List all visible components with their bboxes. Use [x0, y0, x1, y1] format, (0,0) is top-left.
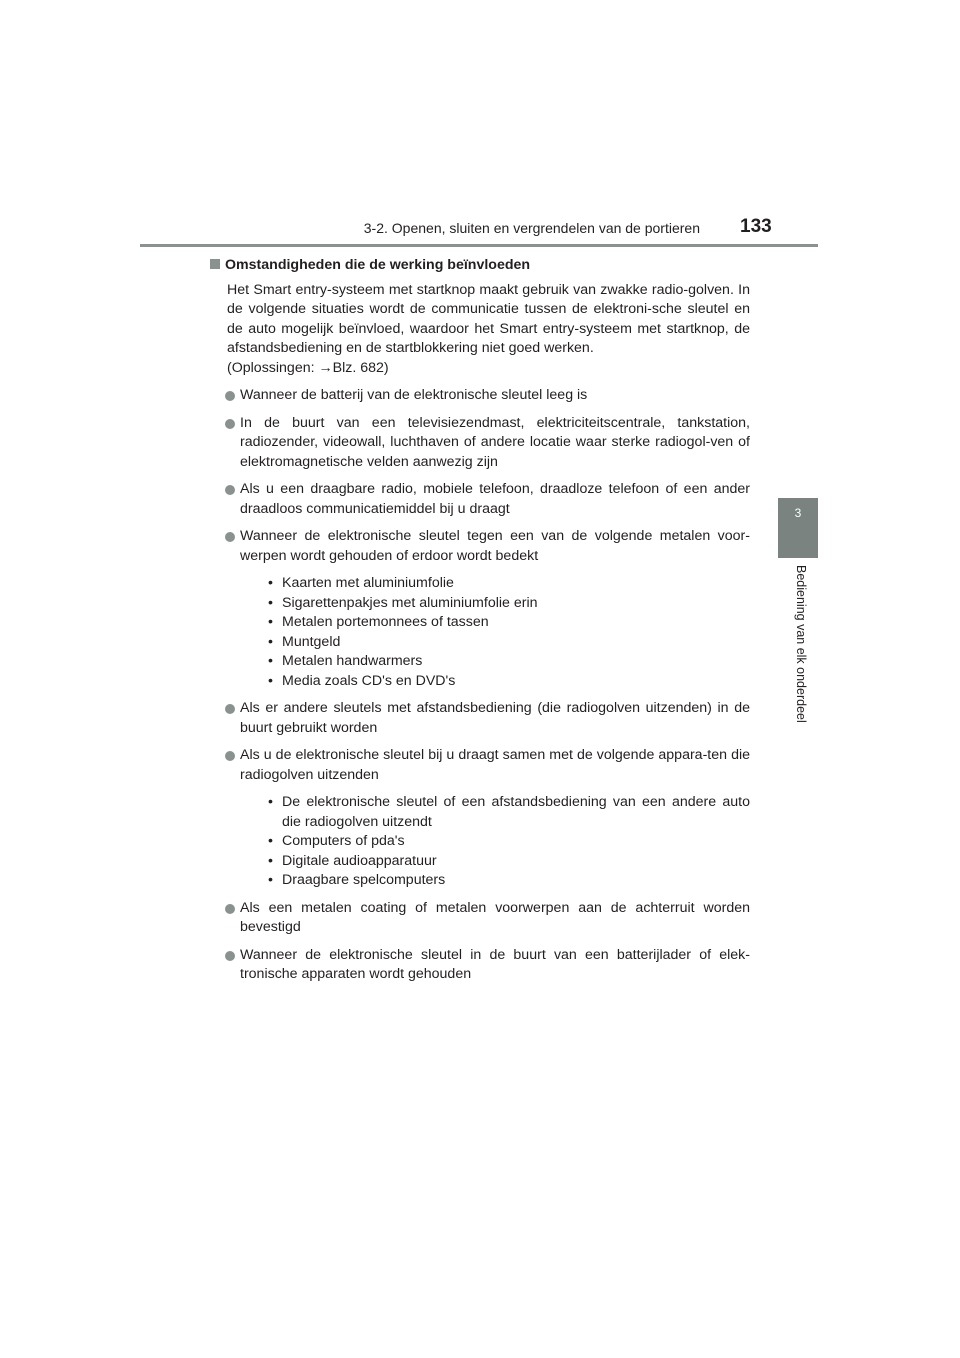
list-item-text: Wanneer de elektronische sleutel in de buurt van een batterijlader of elek-tronische apparaten wordt gehouden	[240, 946, 750, 982]
list-item	[210, 899, 750, 938]
header-rule	[140, 244, 818, 247]
chapter-tab	[778, 498, 818, 558]
list-item-body	[240, 946, 750, 985]
list-item-text: Als u een draagbare radio, mobiele telefoon, draadloze telefoon of een ander draadloos communicatiemiddel bij u draagt	[240, 481, 750, 517]
list-item-body	[240, 746, 750, 891]
list-item-body	[240, 386, 750, 406]
circle-bullet-icon	[225, 704, 235, 714]
section-heading	[210, 256, 750, 276]
sub-list-item-text: Muntgeld	[282, 633, 341, 650]
circle-bullet-icon	[225, 904, 235, 914]
list-item	[210, 746, 750, 891]
dot-bullet-icon: •	[268, 653, 273, 669]
sub-list-item	[268, 852, 750, 872]
sub-list-item	[268, 832, 750, 852]
dot-bullet-icon: •	[268, 833, 273, 849]
dot-bullet-icon: •	[268, 872, 273, 888]
list-item	[210, 699, 750, 738]
dot-bullet-icon: •	[268, 614, 273, 630]
list-item-text: Wanneer de elektronische sleutel tegen een van de volgende metalen voor-werpen wordt gehouden of erdoor wordt bedekt	[240, 528, 750, 564]
sub-list-item-text: Metalen portemonnees of tassen	[282, 614, 489, 630]
list-item-body	[240, 699, 750, 738]
list-item-body	[240, 527, 750, 691]
sub-list-item-text: Computers of pda's	[282, 833, 405, 849]
dot-bullet-icon: •	[268, 794, 273, 810]
sub-list	[268, 574, 750, 691]
chapter-number: 3	[794, 506, 802, 520]
sub-list-item	[268, 594, 750, 614]
circle-bullet-icon	[225, 951, 235, 961]
sub-list-item	[268, 793, 750, 832]
chapter-title: Bediening van elk onderdeel	[794, 565, 808, 723]
list-item	[210, 480, 750, 519]
list-item-text: Wanneer de batterij van de elektronische sleutel leeg is	[240, 387, 588, 403]
sub-list-item-text: Draagbare spelcomputers	[282, 872, 446, 888]
circle-bullet-icon	[225, 391, 235, 401]
list-item-text: Als er andere sleutels met afstandsbediening (die radiogolven uitzenden) in de buurt gebruikt worden	[240, 700, 750, 736]
main-content	[210, 256, 750, 985]
sub-list-item-text: De elektronische sleutel of een afstandsbediening van een andere auto die radiogolven uitzendt	[282, 794, 750, 830]
sub-list-item	[268, 613, 750, 633]
sub-list-item	[268, 672, 750, 692]
sub-list-item-text: Digitale audioapparatuur	[282, 852, 437, 869]
sub-list	[268, 793, 750, 891]
circle-bullet-icon	[225, 419, 235, 429]
list-item-text: Als een metalen coating of metalen voorwerpen aan de achterruit worden bevestigd	[240, 899, 750, 935]
list-item	[210, 946, 750, 985]
dot-bullet-icon: •	[268, 672, 273, 689]
list-item-body	[240, 899, 750, 938]
reference-text: (Oplossingen: →Blz. 682)	[227, 359, 389, 376]
sub-list-item	[268, 871, 750, 891]
square-bullet-icon	[210, 259, 220, 269]
sub-list-item-text: Kaarten met aluminiumfolie	[282, 575, 454, 591]
sub-list-item-text: Sigarettenpakjes met aluminiumfolie erin	[282, 594, 538, 611]
circle-bullet-icon	[225, 532, 235, 542]
intro-paragraph	[227, 281, 750, 379]
dot-bullet-icon: •	[268, 594, 273, 611]
sub-list-item-text: Metalen handwarmers	[282, 653, 423, 669]
section-heading-text: Omstandigheden die de werking beïnvloeden	[225, 257, 531, 273]
dot-bullet-icon: •	[268, 852, 273, 869]
page-number: 133	[740, 216, 772, 237]
list-item-text: Als u de elektronische sleutel bij u draagt samen met de volgende appara-ten die radiogolven uitzenden	[240, 747, 750, 783]
sub-list-item-text: Media zoals CD's en DVD's	[282, 672, 456, 689]
circle-bullet-icon	[225, 485, 235, 495]
condition-list	[210, 386, 750, 985]
list-item-body	[240, 480, 750, 519]
section-title: 3-2. Openen, sluiten en vergrendelen van de portieren	[363, 220, 700, 236]
list-item-body	[240, 414, 750, 473]
list-item	[210, 414, 750, 473]
sub-list-item	[268, 574, 750, 594]
list-item	[210, 527, 750, 691]
dot-bullet-icon: •	[268, 575, 273, 591]
intro-text: Het Smart entry-systeem met startknop maakt gebruik van zwakke radio-golven. In de volgende situaties wordt de communicatie tussen de elektroni-sche sleutel en de auto mogelijk beïnvloed, waardoor het Smart entry-systeem met startknop, de afstandsbediening en de startblokkering niet goed werken.	[227, 281, 750, 356]
list-item-text: In de buurt van een televisiezendmast, elektriciteitscentrale, tankstation, radiozender, videowall, luchthaven of andere locatie waar sterke radiogol-ven of elektromagnetische velden aanwezig zijn	[240, 414, 750, 470]
sub-list-item	[268, 633, 750, 653]
dot-bullet-icon: •	[268, 633, 273, 650]
list-item	[210, 386, 750, 406]
sub-list-item	[268, 652, 750, 672]
circle-bullet-icon	[225, 751, 235, 761]
